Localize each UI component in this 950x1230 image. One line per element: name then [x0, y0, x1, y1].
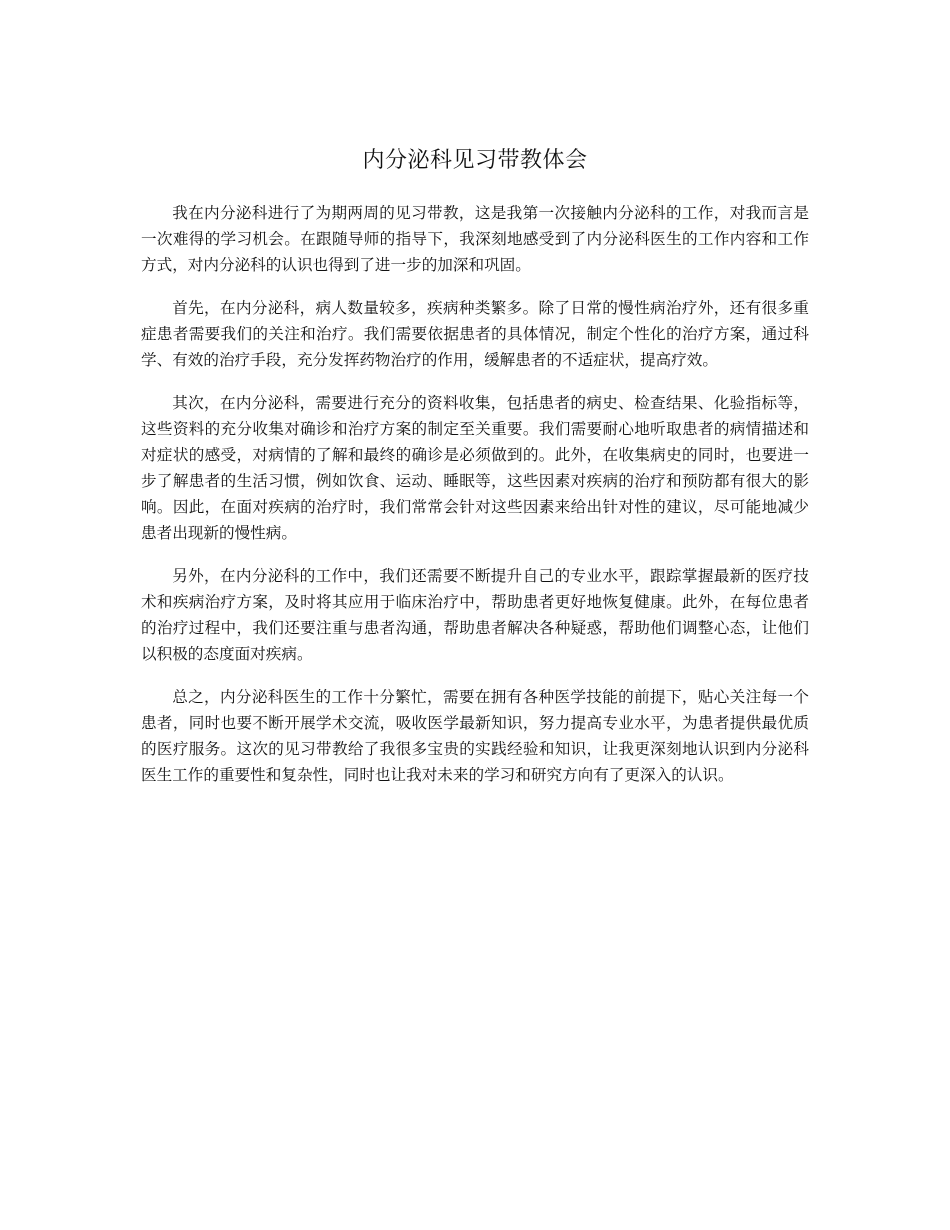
paragraph-first: 首先，在内分泌科，病人数量较多，疾病种类繁多。除了日常的慢性病治疗外，还有很多重症患者需要我们的关注和治疗。我们需要依据患者的具体情况，制定个性化的治疗方案，通过科学、有效的治疗手段，充分发挥药物治疗的作用，缓解患者的不适症状，提高疗效。: [141, 299, 809, 369]
document-body: [141, 200, 809, 805]
paragraph-additionally: 另外，在内分泌科的工作中，我们还需要不断提升自己的专业水平，跟踪掌握最新的医疗技术和疾病治疗方案，及时将其应用于临床治疗中，帮助患者更好地恢复健康。此外，在每位患者的治疗过程中，我们还要注重与患者沟通，帮助患者解决各种疑惑，帮助他们调整心态，让他们以积极的态度面对疾病。: [141, 567, 809, 663]
paragraph-intro: 我在内分泌科进行了为期两周的见习带教，这是我第一次接触内分泌科的工作，对我而言是一次难得的学习机会。在跟随导师的指导下，我深刻地感受到了内分泌科医生的工作内容和工作方式，对内分泌科的认识也得到了进一步的加深和巩固。: [141, 204, 809, 274]
document-title: 内分泌科见习带教体会: [362, 148, 588, 173]
paragraph-conclusion: 总之，内分泌科医生的工作十分繁忙，需要在拥有各种医学技能的前提下，贴心关注每一个患者，同时也要不断开展学术交流，吸收医学最新知识，努力提高专业水平，为患者提供最优质的医疗服务。这次的见习带教给了我很多宝贵的实践经验和知识，让我更深刻地认识到内分泌科医生工作的重要性和复杂性，同时也让我对未来的学习和研究方向有了更深入的认识。: [141, 688, 809, 784]
paragraph-second: 其次，在内分泌科，需要进行充分的资料收集，包括患者的病史、检查结果、化验指标等，这些资料的充分收集对确诊和治疗方案的制定至关重要。我们需要耐心地听取患者的病情描述和对症状的感受，对病情的了解和最终的确诊是必须做到的。此外，在收集病史的同时，也要进一步了解患者的生活习惯，例如饮食、运动、睡眠等，这些因素对疾病的治疗和预防都有很大的影响。因此，在面对疾病的治疗时，我们常常会针对这些因素来给出针对性的建议，尽可能地减少患者出现新的慢性病。: [141, 394, 809, 542]
